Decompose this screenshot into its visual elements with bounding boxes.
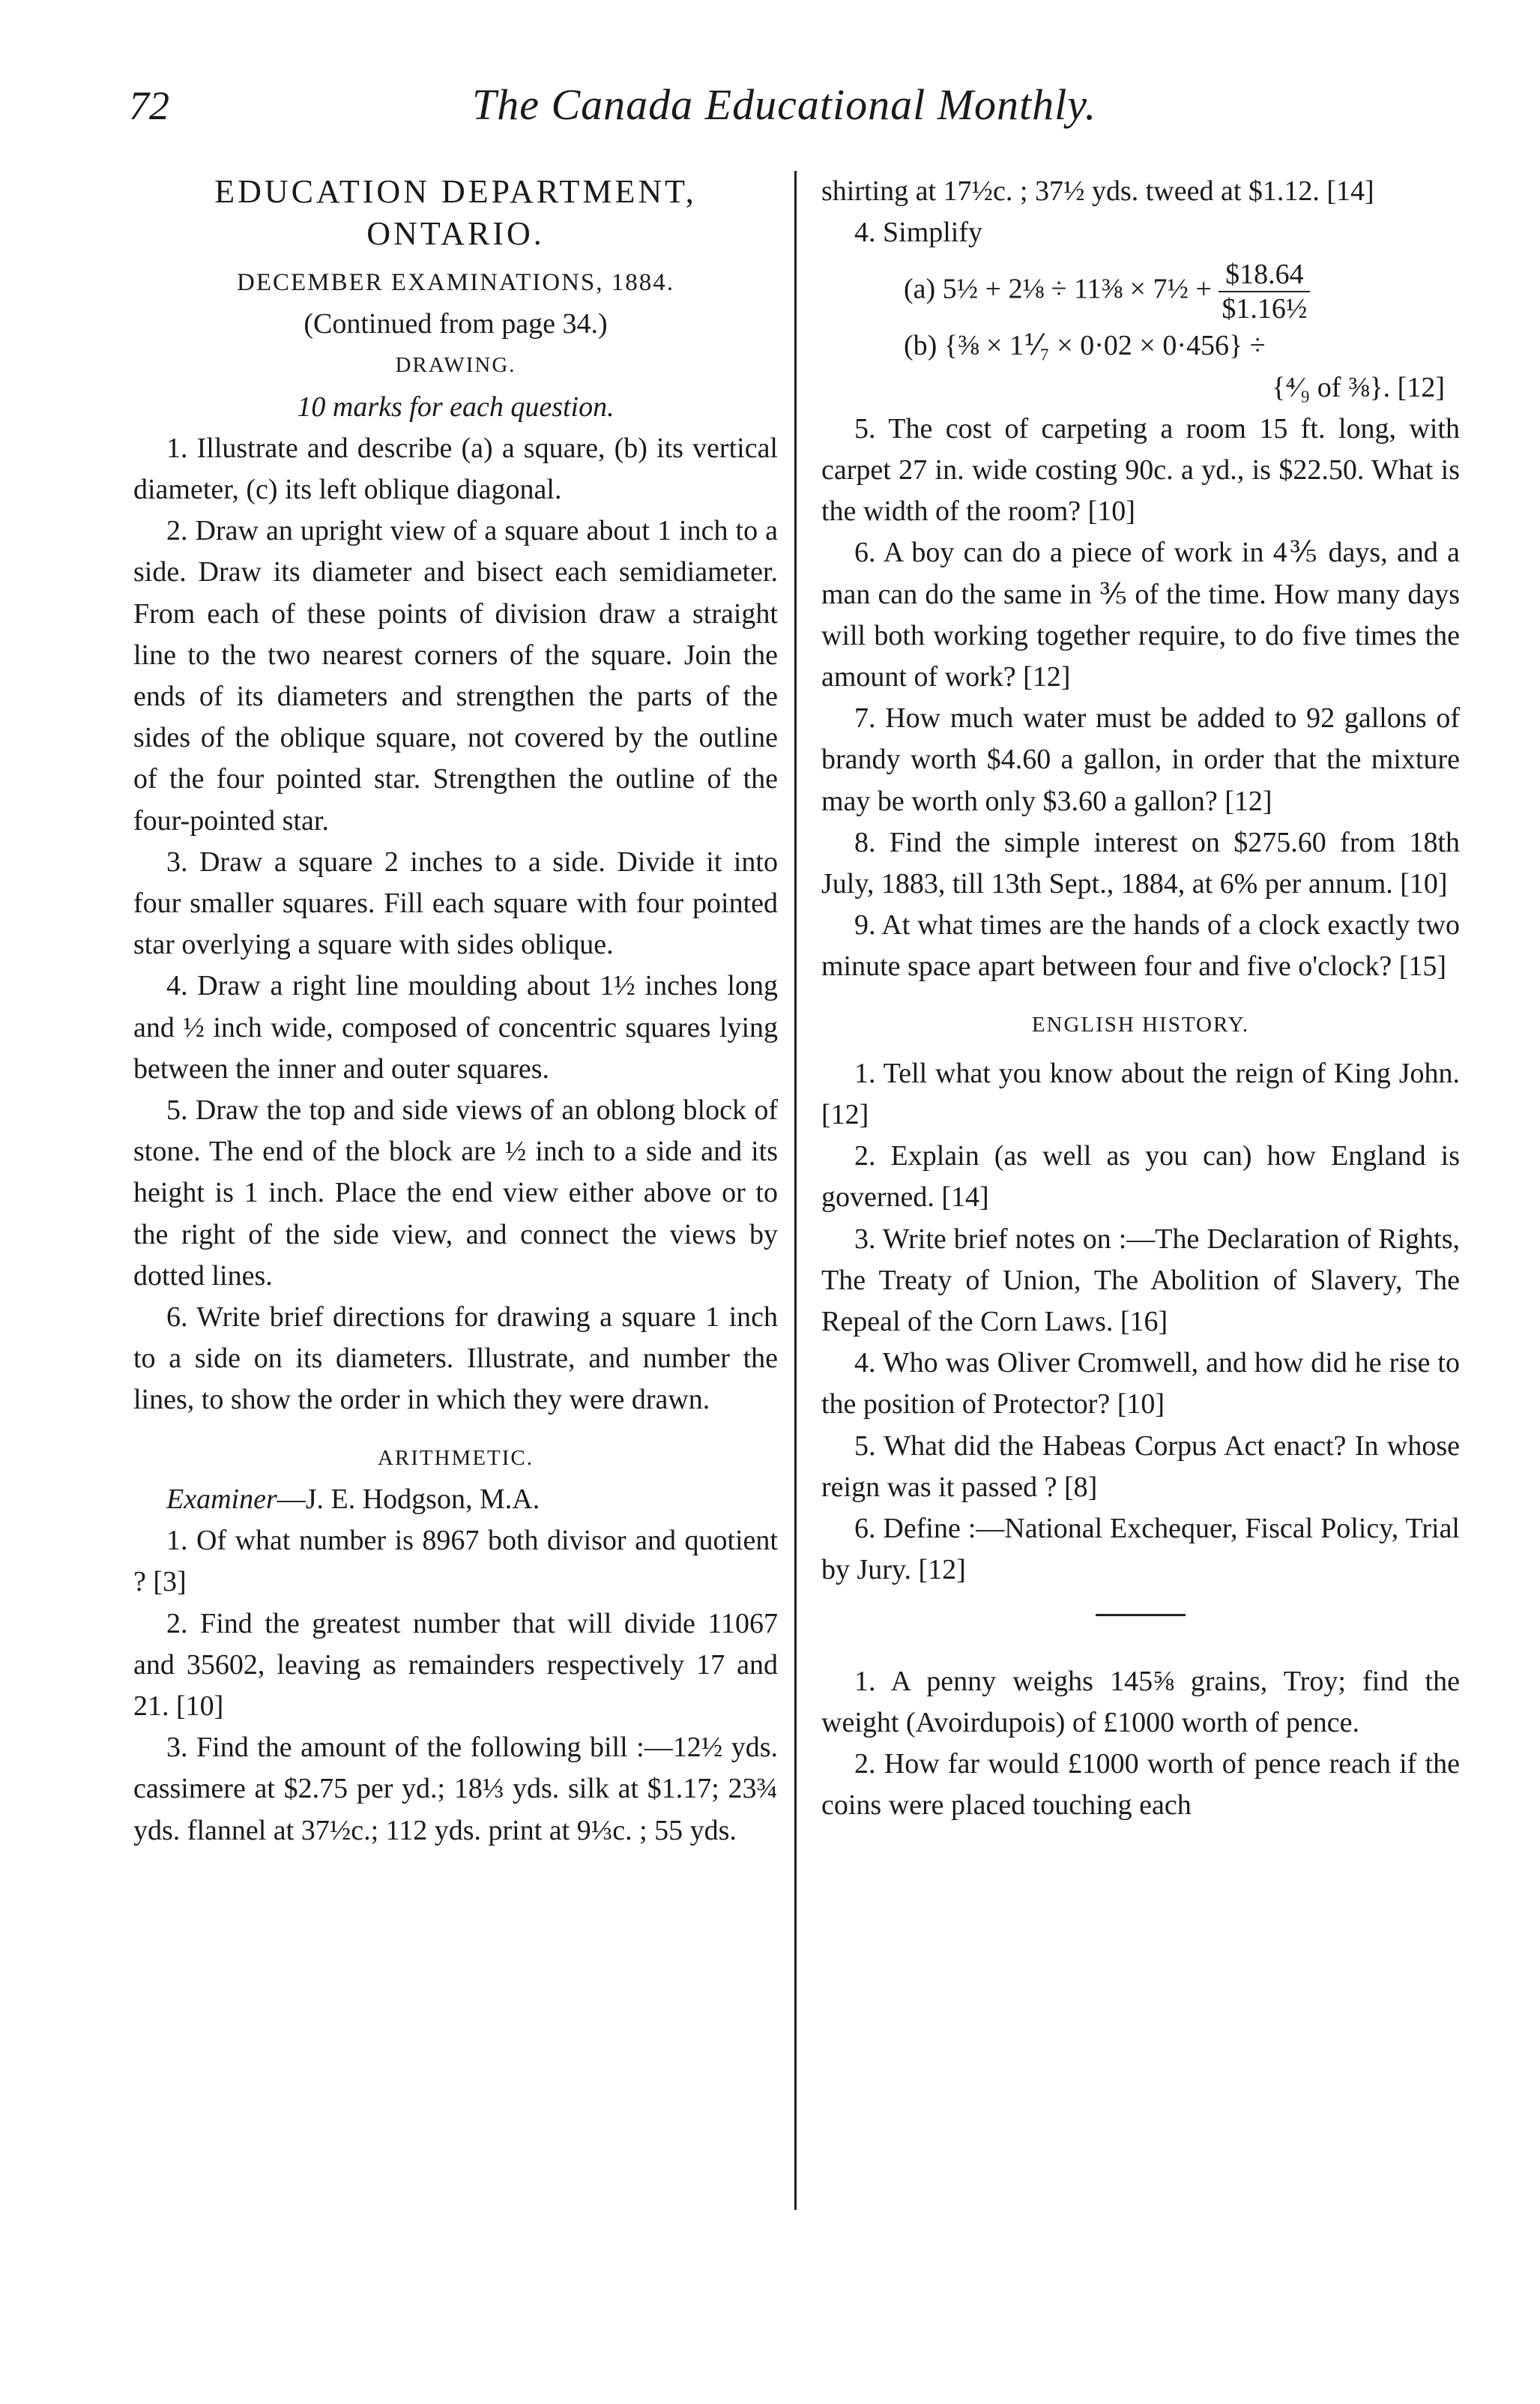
arithmetic-question-9: 9. At what times are the hands of a clock exactly two minute space apart between four and five o'clock? [15]: [821, 909, 1460, 983]
examinations-line: DECEMBER EXAMINATIONS, 1884.: [237, 269, 674, 296]
drawing-question-5: 5. Draw the top and side views of an oblong block of stone. The end of the block are ½ inch to a side and its height is 1 inch. Place the end view either above or to the right of the side view, and connect the views by dotted lines.: [133, 1094, 778, 1292]
drawing-question-4: 4. Draw a right line moulding about 1½ inches long and ½ inch wide, composed of concentric squares lying between the inner and outer squares.: [133, 970, 778, 1085]
english-history-heading: ENGLISH HISTORY.: [1031, 1012, 1250, 1037]
drawing-heading: DRAWING.: [395, 353, 516, 378]
arithmetic-question-2: 2. Find the greatest number that will divide 11067 and 35602, leaving as remainders respectively 17 and 21. [10]: [133, 1607, 778, 1722]
simplify-part-a: [821, 253, 1460, 325]
arithmetic-question-5: 5. The cost of carpeting a room 15 ft. long, with carpet 27 in. wide costing 90c. a yd., is $22.50. What is the width of the room? [10]: [821, 412, 1460, 528]
section-separator: [1096, 1614, 1186, 1616]
simplify-a-expression: [904, 258, 1310, 325]
history-question-2: 2. Explain (as well as you can) how England is governed. [14]: [821, 1140, 1460, 1214]
continued-note: (Continued from page 34.): [304, 308, 608, 340]
column-divider: [794, 171, 797, 2210]
history-question-6: 6. Define :—National Exchequer, Fiscal Policy, Trial by Jury. [12]: [821, 1513, 1460, 1586]
department-subtitle: ONTARIO.: [366, 215, 545, 252]
history-question-3: 3. Write brief notes on :—The Declaration of Rights, The Treaty of Union, The Abolition of Slavery, The Repeal of the Corn Laws. [16]: [821, 1223, 1460, 1338]
drawing-question-3: 3. Draw a square 2 inches to a side. Divide it into four smaller squares. Fill each square with four pointed star overlying a square with sides oblique.: [133, 846, 778, 961]
arithmetic-question-4: 4. Simplify: [854, 217, 983, 249]
department-title: EDUCATION DEPARTMENT,: [214, 173, 697, 210]
simplify-a-terms: (a) 5½ + 2⅛ ÷ 11⅜ × 7½ +: [904, 274, 1219, 306]
history-question-4: 4. Who was Oliver Cromwell, and how did he rise to the position of Protector? [10]: [821, 1347, 1460, 1421]
drawing-question-2: 2. Draw an upright view of a square about 1 inch to a side. Draw its diameter and bisect each semidiameter. From each of these points of division draw a straight line to the two nearest corners of the square. Join the ends of its diameters and strengthen the parts of the sides of the oblique square, not covered by the outline of the four pointed star. Strengthen the outline of the four-pointed star.: [133, 515, 778, 837]
right-column: [821, 171, 1460, 1826]
page-header: [112, 69, 1461, 136]
history-question-1: 1. Tell what you know about the reign of King John. [12]: [821, 1057, 1460, 1131]
arithmetic-question-7: 7. How much water must be added to 92 gallons of brandy worth $4.60 a gallon, in order that the mixture may be worth only $3.60 a gallon? [12]: [821, 702, 1460, 817]
history-question-5: 5. What did the Habeas Corpus Act enact? In whose reign was it passed ? [8]: [821, 1430, 1460, 1503]
arithmetic-question-6: 6. A boy can do a piece of work in 4⅗ days, and a man can do the same in ⅗ of the time. How many days will both working together require, to do five times the amount of work? [12]: [821, 537, 1460, 693]
fraction-numerator: $18.64: [1219, 258, 1310, 292]
simplify-part-b-end: {⁴⁄₉ of ⅜}. [12]: [1272, 371, 1445, 403]
marks-note: 10 marks for each question.: [297, 391, 615, 423]
drawing-question-1: 1. Illustrate and describe (a) a square, (b) its vertical diameter, (c) its left oblique diagonal.: [133, 432, 778, 506]
page-number: 72: [129, 83, 169, 128]
misc-question-2: 2. How far would £1000 worth of pence reach if the coins were placed touching each: [821, 1747, 1460, 1822]
examiner-line: [133, 1479, 778, 1520]
simplify-a-fraction: [1219, 258, 1310, 325]
simplify-part-b: (b) {⅜ × 1⅟₇ × 0·02 × 0·456} ÷: [904, 330, 1266, 362]
arithmetic-heading: ARITHMETIC.: [377, 1445, 534, 1470]
arithmetic-question-1: 1. Of what number is 8967 both divisor and quotient ? [3]: [133, 1525, 778, 1598]
arithmetic-question-3-start: 3. Find the amount of the following bill :—12½ yds. cassimere at $2.75 per yd.; 18⅓ yds. silk at $1.17; 23¾ yds. flannel at 37½c.; 112 yds. print at 9⅓c. ; 55 yds.: [133, 1732, 778, 1846]
arithmetic-question-8: 8. Find the simple interest on $275.60 from 18th July, 1883, till 13th Sept., 1884, at 6% per annum. [10]: [821, 826, 1460, 900]
arithmetic-question-3-end: shirting at 17½c. ; 37½ yds. tweed at $1.12. [14]: [821, 175, 1374, 207]
running-title: The Canada Educational Monthly.: [472, 80, 1097, 129]
examiner-label: Examiner: [166, 1483, 277, 1515]
left-column: [133, 171, 778, 1852]
fraction-denominator: $1.16½: [1222, 293, 1308, 325]
examiner-name: —J. E. Hodgson, M.A.: [277, 1483, 540, 1515]
drawing-question-6: 6. Write brief directions for drawing a square 1 inch to a side on its diameters. Illustrate, and number the lines, to show the order in which they were drawn.: [133, 1301, 778, 1416]
misc-question-1: 1. A penny weighs 145⅝ grains, Troy; find the weight (Avoirdupois) of £1000 worth of pence.: [821, 1665, 1460, 1738]
